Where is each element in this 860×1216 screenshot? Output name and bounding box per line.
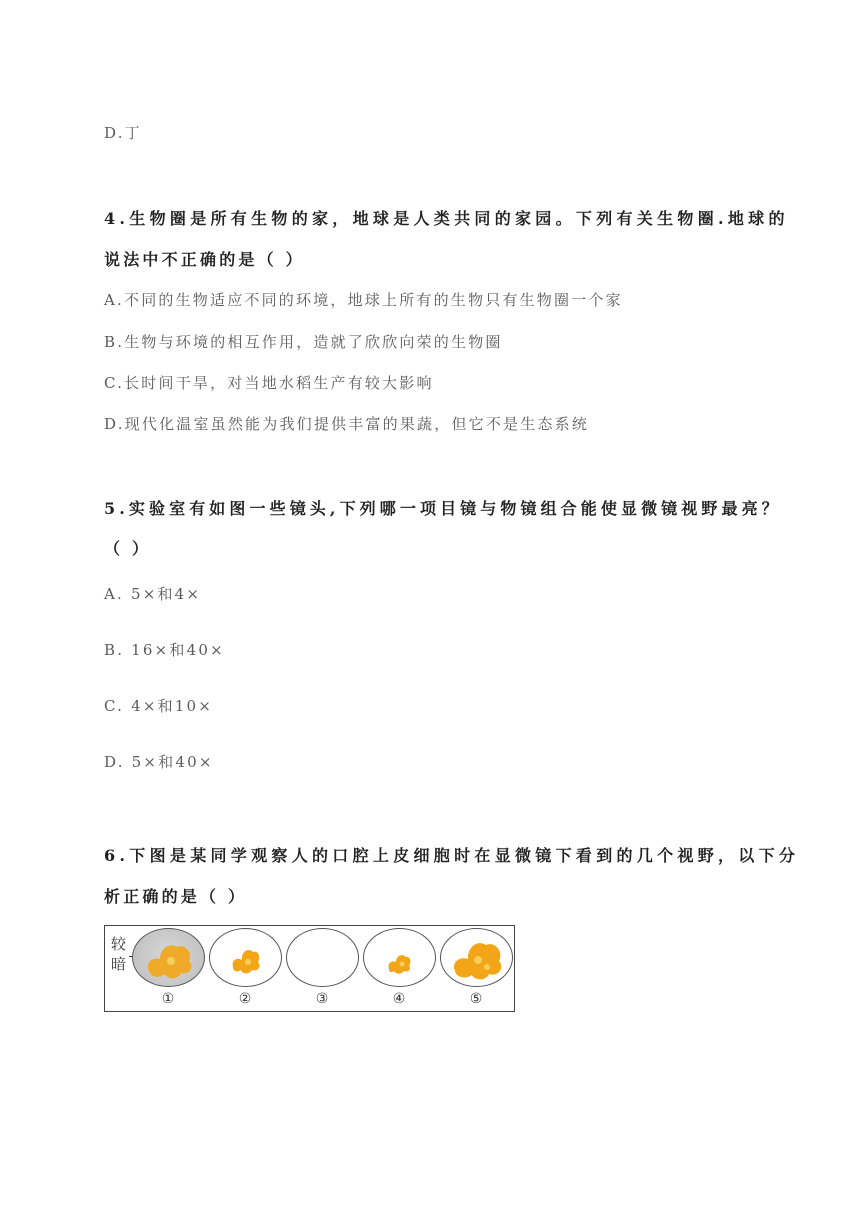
q4-option-a: A.不同的生物适应不同的环境，地球上所有的生物只有生物圈一个家 — [104, 291, 623, 309]
view-5 — [440, 928, 513, 987]
view-1-darker — [132, 928, 205, 987]
q4-option-b: B.生物与环境的相互作用，造就了欣欣向荣的生物圈 — [104, 333, 503, 351]
q4-stem-line1: 4.生物圈是所有生物的家，地球是人类共同的家园。下列有关生物圈.地球的 — [104, 209, 789, 228]
view-number-2: ② — [238, 991, 252, 1007]
q6-stem-line1: 6.下图是某同学观察人的口腔上皮细胞时在显微镜下看到的几个视野，以下分 — [104, 846, 800, 865]
view-number-3: ③ — [315, 991, 329, 1007]
q5-stem-line2: （ ） — [104, 539, 152, 558]
q4-option-c: C.长时间干旱，对当地水稻生产有较大影响 — [104, 374, 434, 392]
view-number-5: ⑤ — [469, 991, 483, 1007]
view-4 — [363, 928, 436, 987]
q5-option-b: B. 16×和40× — [104, 641, 225, 659]
view-number-1: ① — [161, 991, 175, 1007]
microscope-views-figure — [104, 925, 515, 1012]
q5-option-d: D. 5×和40× — [104, 753, 214, 771]
cell-cluster-small-icon — [364, 929, 436, 987]
q4-option-d: D.现代化温室虽然能为我们提供丰富的果蔬，但它不是生态系统 — [104, 415, 590, 433]
view-2 — [209, 928, 282, 987]
view-3-empty — [286, 928, 359, 987]
cell-cluster-large-icon — [133, 929, 205, 987]
view-number-4: ④ — [392, 991, 406, 1007]
cell-cluster-medium-icon — [210, 929, 282, 987]
q4-stem-line2: 说法中不正确的是（ ） — [104, 250, 305, 269]
cell-cluster-large-bright-icon — [441, 929, 513, 987]
side-label-darker: 较暗 — [111, 935, 127, 973]
q5-option-c: C. 4×和10× — [104, 697, 214, 715]
q3-option-d: D.丁 — [104, 124, 142, 142]
q5-stem-line1: 5.实验室有如图一些镜头,下列哪一项目镜与物镜组合能使显微镜视野最亮？ — [104, 499, 782, 518]
q6-stem-line2: 析正确的是（ ） — [104, 887, 248, 906]
q5-option-a: A. 5×和4× — [104, 585, 202, 603]
